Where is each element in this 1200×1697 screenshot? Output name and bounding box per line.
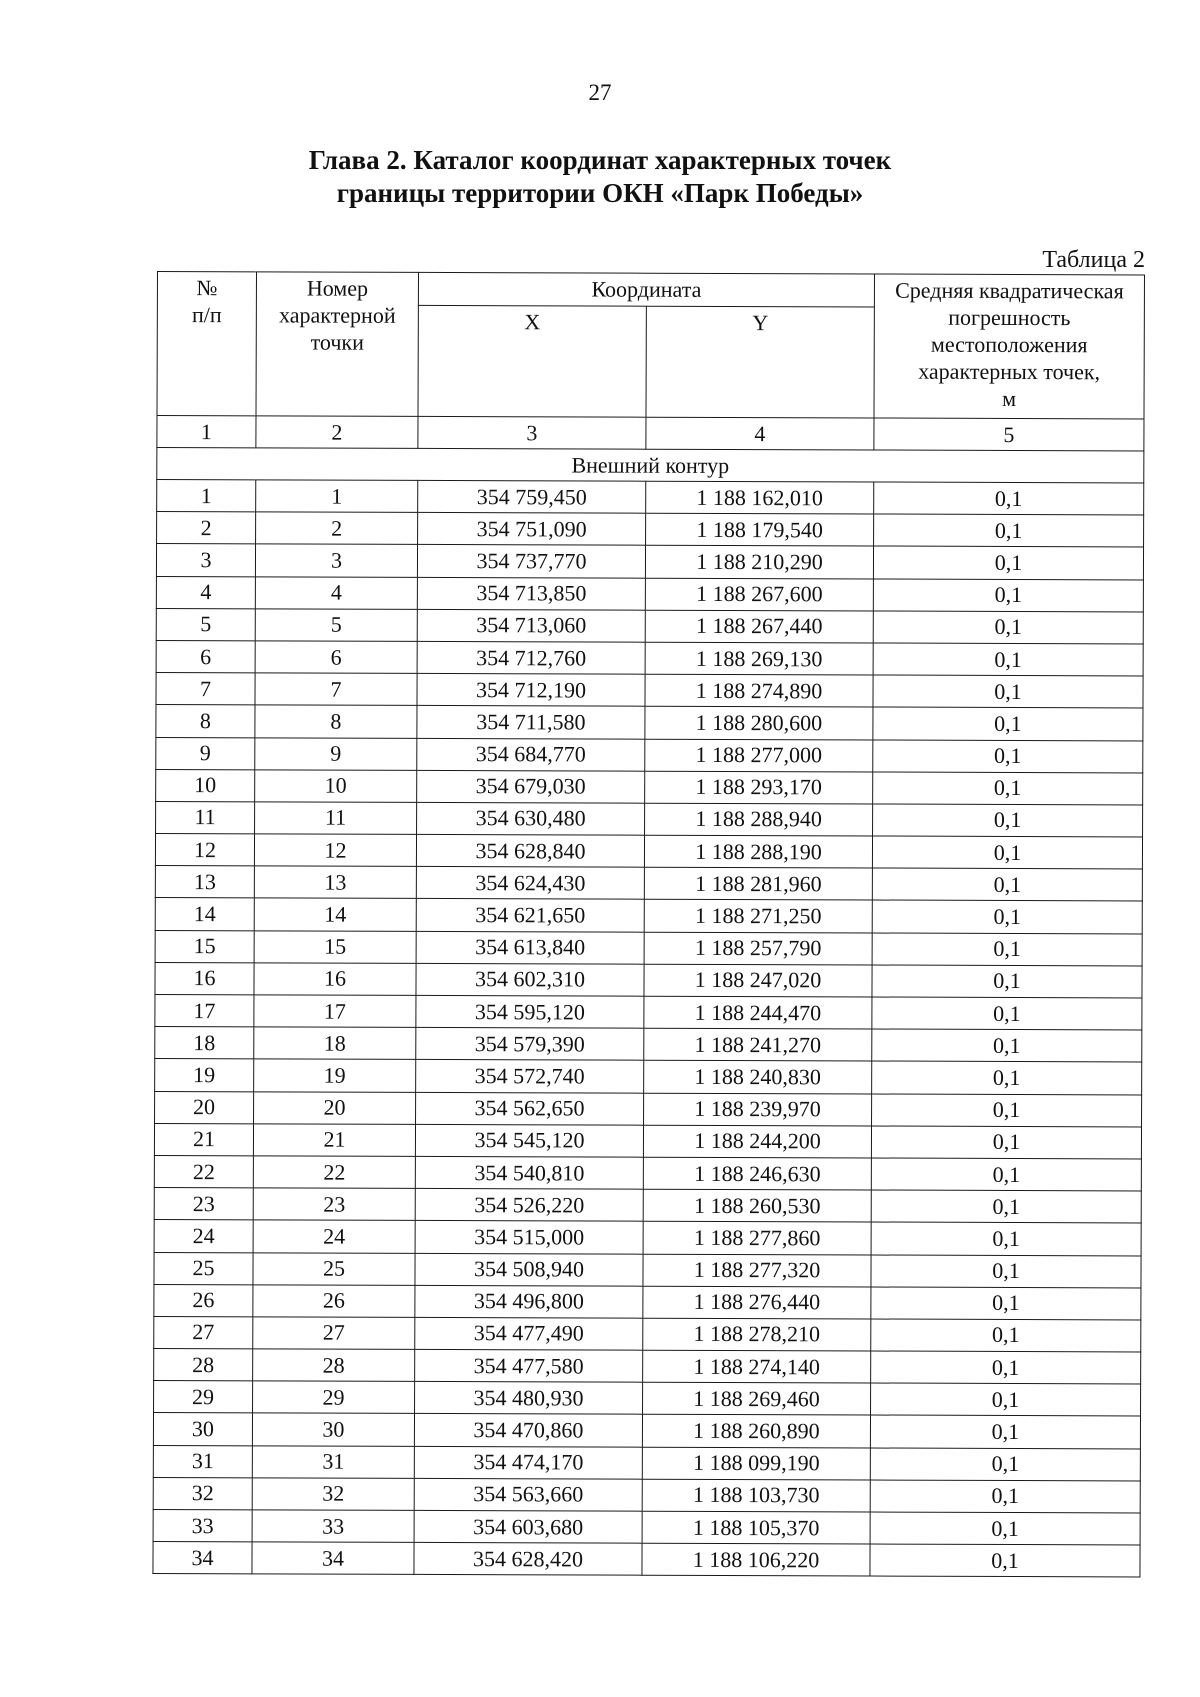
header-x: X (418, 305, 646, 417)
cell-point-number: 21 (253, 1124, 415, 1157)
cell-row-number: 18 (155, 1027, 254, 1060)
cell-error: 0,1 (872, 965, 1142, 998)
cell-error: 0,1 (874, 482, 1144, 515)
cell-row-number: 24 (154, 1220, 253, 1253)
cell-y: 1 188 244,200 (643, 1125, 871, 1158)
cell-x: 354 515,000 (415, 1221, 643, 1254)
cell-x: 354 477,490 (415, 1317, 643, 1350)
cell-point-number: 6 (255, 641, 417, 674)
table-row (156, 544, 1143, 580)
header-mean-square-error: Средняя квадратическая погрешность местоположения характерных точек, м (874, 274, 1145, 419)
cell-x: 354 595,120 (416, 995, 644, 1028)
cell-error: 0,1 (872, 933, 1142, 966)
cell-error: 0,1 (870, 1415, 1140, 1448)
cell-point-number: 31 (252, 1445, 414, 1478)
table-row (155, 930, 1142, 966)
cell-row-number: 4 (156, 576, 255, 609)
cell-row-number: 28 (154, 1349, 253, 1382)
cell-point-number: 1 (256, 480, 418, 513)
cell-x: 354 713,060 (417, 609, 645, 642)
cell-error: 0,1 (871, 1126, 1141, 1159)
chapter-title (0, 144, 1200, 210)
cell-error: 0,1 (872, 1061, 1142, 1094)
cell-x: 354 603,680 (414, 1510, 642, 1543)
cell-row-number: 26 (154, 1284, 253, 1317)
cell-y: 1 188 240,830 (644, 1061, 872, 1094)
column-number: 2 (256, 416, 418, 449)
cell-point-number: 9 (255, 737, 417, 770)
cell-row-number: 13 (155, 866, 254, 899)
cell-error: 0,1 (872, 900, 1142, 933)
table-row (154, 1381, 1141, 1417)
cell-y: 1 188 269,130 (645, 642, 873, 675)
cell-x: 354 751,090 (418, 513, 646, 546)
cell-error: 0,1 (872, 868, 1142, 901)
column-number: 5 (874, 418, 1144, 451)
cell-point-number: 34 (252, 1542, 414, 1575)
cell-point-number: 23 (253, 1188, 415, 1221)
cell-error: 0,1 (873, 740, 1143, 773)
cell-y: 1 188 288,190 (644, 835, 872, 868)
cell-x: 354 477,580 (415, 1349, 643, 1382)
table-row (154, 1252, 1141, 1288)
table-row (153, 1477, 1140, 1513)
cell-y: 1 188 162,010 (646, 481, 874, 514)
cell-point-number: 26 (253, 1285, 415, 1318)
cell-x: 354 628,420 (414, 1543, 642, 1576)
cell-x: 354 624,430 (416, 867, 644, 900)
header-y: Y (646, 306, 874, 418)
cell-point-number: 20 (254, 1091, 416, 1124)
cell-point-number: 30 (252, 1413, 414, 1446)
cell-point-number: 24 (253, 1220, 415, 1253)
cell-x: 354 480,930 (415, 1382, 643, 1415)
cell-row-number: 15 (155, 930, 254, 963)
cell-error: 0,1 (871, 1319, 1141, 1352)
cell-x: 354 630,480 (417, 802, 645, 835)
cell-y: 1 188 277,860 (643, 1222, 871, 1255)
cell-point-number: 22 (253, 1156, 415, 1189)
cell-y: 1 188 257,790 (644, 932, 872, 965)
cell-row-number: 7 (156, 673, 255, 706)
cell-error: 0,1 (873, 707, 1143, 740)
cell-point-number: 19 (254, 1059, 416, 1092)
cell-x: 354 508,940 (415, 1253, 643, 1286)
cell-error: 0,1 (873, 579, 1143, 612)
cell-row-number: 34 (153, 1542, 252, 1575)
table-row (157, 512, 1144, 548)
cell-y: 1 188 106,220 (642, 1543, 870, 1576)
cell-row-number: 17 (155, 994, 254, 1027)
cell-point-number: 2 (256, 512, 418, 545)
table-row (153, 1542, 1140, 1578)
cell-y: 1 188 105,370 (642, 1511, 870, 1544)
cell-point-number: 8 (255, 705, 417, 738)
cell-y: 1 188 278,210 (643, 1318, 871, 1351)
cell-y: 1 188 099,190 (642, 1447, 870, 1480)
cell-y: 1 188 269,460 (643, 1382, 871, 1415)
cell-x: 354 684,770 (417, 738, 645, 771)
cell-y: 1 188 247,020 (644, 964, 872, 997)
cell-row-number: 10 (156, 769, 255, 802)
table-row (153, 1509, 1140, 1545)
cell-y: 1 188 277,320 (643, 1254, 871, 1287)
table-row (156, 705, 1143, 741)
cell-row-number: 30 (153, 1413, 252, 1446)
cell-y: 1 188 274,890 (645, 674, 873, 707)
cell-row-number: 19 (155, 1059, 254, 1092)
cell-error: 0,1 (871, 1254, 1141, 1287)
cell-row-number: 25 (154, 1252, 253, 1285)
table-row (157, 480, 1144, 516)
cell-point-number: 15 (254, 930, 416, 963)
cell-row-number: 29 (154, 1381, 253, 1414)
cell-x: 354 713,850 (417, 577, 645, 610)
cell-x: 354 712,760 (417, 641, 645, 674)
cell-y: 1 188 274,140 (643, 1350, 871, 1383)
cell-row-number: 11 (156, 801, 255, 834)
table-row (155, 1091, 1142, 1127)
cell-error: 0,1 (870, 1448, 1140, 1481)
table-row (155, 1027, 1142, 1063)
cell-row-number: 3 (156, 544, 255, 577)
cell-y: 1 188 267,600 (645, 578, 873, 611)
table-row (154, 1349, 1141, 1385)
cell-x: 354 621,650 (416, 899, 644, 932)
table-row (155, 962, 1142, 998)
cell-point-number: 13 (254, 866, 416, 899)
cell-point-number: 16 (254, 963, 416, 996)
cell-y: 1 188 241,270 (644, 1028, 872, 1061)
cell-point-number: 29 (253, 1381, 415, 1414)
cell-point-number: 25 (253, 1252, 415, 1285)
cell-point-number: 10 (255, 770, 417, 803)
table-row (154, 1123, 1141, 1159)
cell-error: 0,1 (871, 1222, 1141, 1255)
cell-x: 354 737,770 (417, 545, 645, 578)
cell-point-number: 5 (255, 609, 417, 642)
table-row (156, 608, 1143, 644)
cell-y: 1 188 288,940 (645, 803, 873, 836)
cell-point-number: 27 (253, 1317, 415, 1350)
table-row (154, 1220, 1141, 1256)
cell-error: 0,1 (872, 836, 1142, 869)
cell-row-number: 31 (153, 1445, 252, 1478)
cell-x: 354 470,860 (414, 1414, 642, 1447)
cell-point-number: 7 (255, 673, 417, 706)
table-row (153, 1445, 1140, 1481)
cell-point-number: 11 (255, 802, 417, 835)
cell-x: 354 613,840 (416, 931, 644, 964)
page-number: 27 (588, 80, 612, 105)
cell-row-number: 5 (156, 608, 255, 641)
cell-row-number: 20 (155, 1091, 254, 1124)
cell-x: 354 712,190 (417, 674, 645, 707)
cell-point-number: 33 (252, 1510, 414, 1543)
cell-y: 1 188 239,970 (644, 1093, 872, 1126)
cell-y: 1 188 103,730 (642, 1479, 870, 1512)
cell-x: 354 526,220 (415, 1189, 643, 1222)
cell-y: 1 188 293,170 (645, 771, 873, 804)
cell-point-number: 12 (254, 834, 416, 867)
cell-error: 0,1 (872, 997, 1142, 1030)
cell-point-number: 17 (254, 995, 416, 1028)
chapter-title-line-2: границы территории ОКН «Парк Победы» (336, 178, 864, 208)
cell-y: 1 188 179,540 (646, 513, 874, 546)
cell-row-number: 9 (156, 737, 255, 770)
cell-x: 354 628,840 (416, 834, 644, 867)
cell-error: 0,1 (870, 1544, 1140, 1577)
cell-x: 354 759,450 (418, 480, 646, 513)
cell-x: 354 711,580 (417, 706, 645, 739)
coordinates-table (152, 271, 1145, 1578)
section-title: Внешний контур (157, 448, 1144, 483)
cell-row-number: 6 (156, 640, 255, 673)
cell-error: 0,1 (871, 1190, 1141, 1223)
header-coordinate: Координата (418, 272, 874, 307)
cell-row-number: 12 (155, 834, 254, 867)
cell-error: 0,1 (873, 772, 1143, 805)
header-row-number: № п/п (157, 272, 257, 416)
cell-row-number: 2 (157, 512, 256, 545)
cell-y: 1 188 277,000 (645, 739, 873, 772)
cell-row-number: 27 (154, 1316, 253, 1349)
cell-y: 1 188 244,470 (644, 996, 872, 1029)
cell-point-number: 4 (255, 576, 417, 609)
table-row (155, 834, 1142, 870)
cell-x: 354 540,810 (415, 1156, 643, 1189)
cell-row-number: 33 (153, 1509, 252, 1542)
cell-x: 354 545,120 (415, 1124, 643, 1157)
cell-error: 0,1 (870, 1480, 1140, 1513)
cell-error: 0,1 (872, 1029, 1142, 1062)
cell-y: 1 188 271,250 (644, 900, 872, 933)
cell-error: 0,1 (871, 1351, 1141, 1384)
cell-error: 0,1 (872, 1094, 1142, 1127)
header-point-number: Номер характерной точки (256, 272, 419, 417)
table-row (153, 1413, 1140, 1449)
column-number: 1 (157, 416, 256, 448)
chapter-title-line-1: Глава 2. Каталог координат характерных точек (308, 145, 892, 175)
cell-point-number: 32 (252, 1478, 414, 1511)
cell-row-number: 22 (154, 1155, 253, 1188)
cell-point-number: 28 (253, 1349, 415, 1382)
table-label: Таблица 2 (1042, 247, 1145, 273)
table-row (155, 898, 1142, 934)
cell-y: 1 188 210,290 (645, 546, 873, 579)
table-body (153, 480, 1144, 1578)
cell-y: 1 188 267,440 (645, 610, 873, 643)
table-row (154, 1188, 1141, 1224)
cell-error: 0,1 (873, 675, 1143, 708)
cell-x: 354 572,740 (416, 1060, 644, 1093)
table-row (155, 994, 1142, 1030)
table-row (156, 673, 1143, 709)
cell-x: 354 602,310 (416, 963, 644, 996)
cell-x: 354 562,650 (416, 1092, 644, 1125)
cell-x: 354 474,170 (414, 1446, 642, 1479)
table-row (154, 1155, 1141, 1191)
cell-row-number: 1 (157, 480, 256, 513)
cell-y: 1 188 276,440 (643, 1286, 871, 1319)
cell-error: 0,1 (871, 1158, 1141, 1191)
cell-point-number: 14 (254, 898, 416, 931)
cell-error: 0,1 (873, 611, 1143, 644)
cell-x: 354 579,390 (416, 1028, 644, 1061)
cell-error: 0,1 (871, 1287, 1141, 1320)
cell-error: 0,1 (871, 1383, 1141, 1416)
cell-error: 0,1 (874, 514, 1144, 547)
cell-y: 1 188 260,530 (643, 1189, 871, 1222)
table-row (156, 640, 1143, 676)
table-row (156, 769, 1143, 805)
cell-y: 1 188 280,600 (645, 707, 873, 740)
cell-y: 1 188 281,960 (644, 867, 872, 900)
cell-error: 0,1 (870, 1512, 1140, 1545)
cell-row-number: 21 (154, 1123, 253, 1156)
cell-error: 0,1 (873, 546, 1143, 579)
cell-row-number: 14 (155, 898, 254, 931)
cell-row-number: 8 (156, 705, 255, 738)
cell-error: 0,1 (873, 804, 1143, 837)
cell-x: 354 563,660 (414, 1478, 642, 1511)
cell-y: 1 188 260,890 (642, 1415, 870, 1448)
cell-point-number: 3 (255, 544, 417, 577)
table-row (155, 1059, 1142, 1095)
table-row (156, 801, 1143, 837)
cell-row-number: 23 (154, 1188, 253, 1221)
cell-point-number: 18 (254, 1027, 416, 1060)
table-row (155, 866, 1142, 902)
cell-y: 1 188 246,630 (643, 1157, 871, 1190)
cell-x: 354 679,030 (417, 770, 645, 803)
cell-row-number: 16 (155, 962, 254, 995)
table-row (156, 576, 1143, 612)
cell-error: 0,1 (873, 643, 1143, 676)
column-number: 4 (646, 417, 874, 450)
table-row (154, 1284, 1141, 1320)
table-row (156, 737, 1143, 773)
column-number: 3 (418, 416, 646, 449)
table-row (154, 1316, 1141, 1352)
cell-x: 354 496,800 (415, 1285, 643, 1318)
cell-row-number: 32 (153, 1477, 252, 1510)
